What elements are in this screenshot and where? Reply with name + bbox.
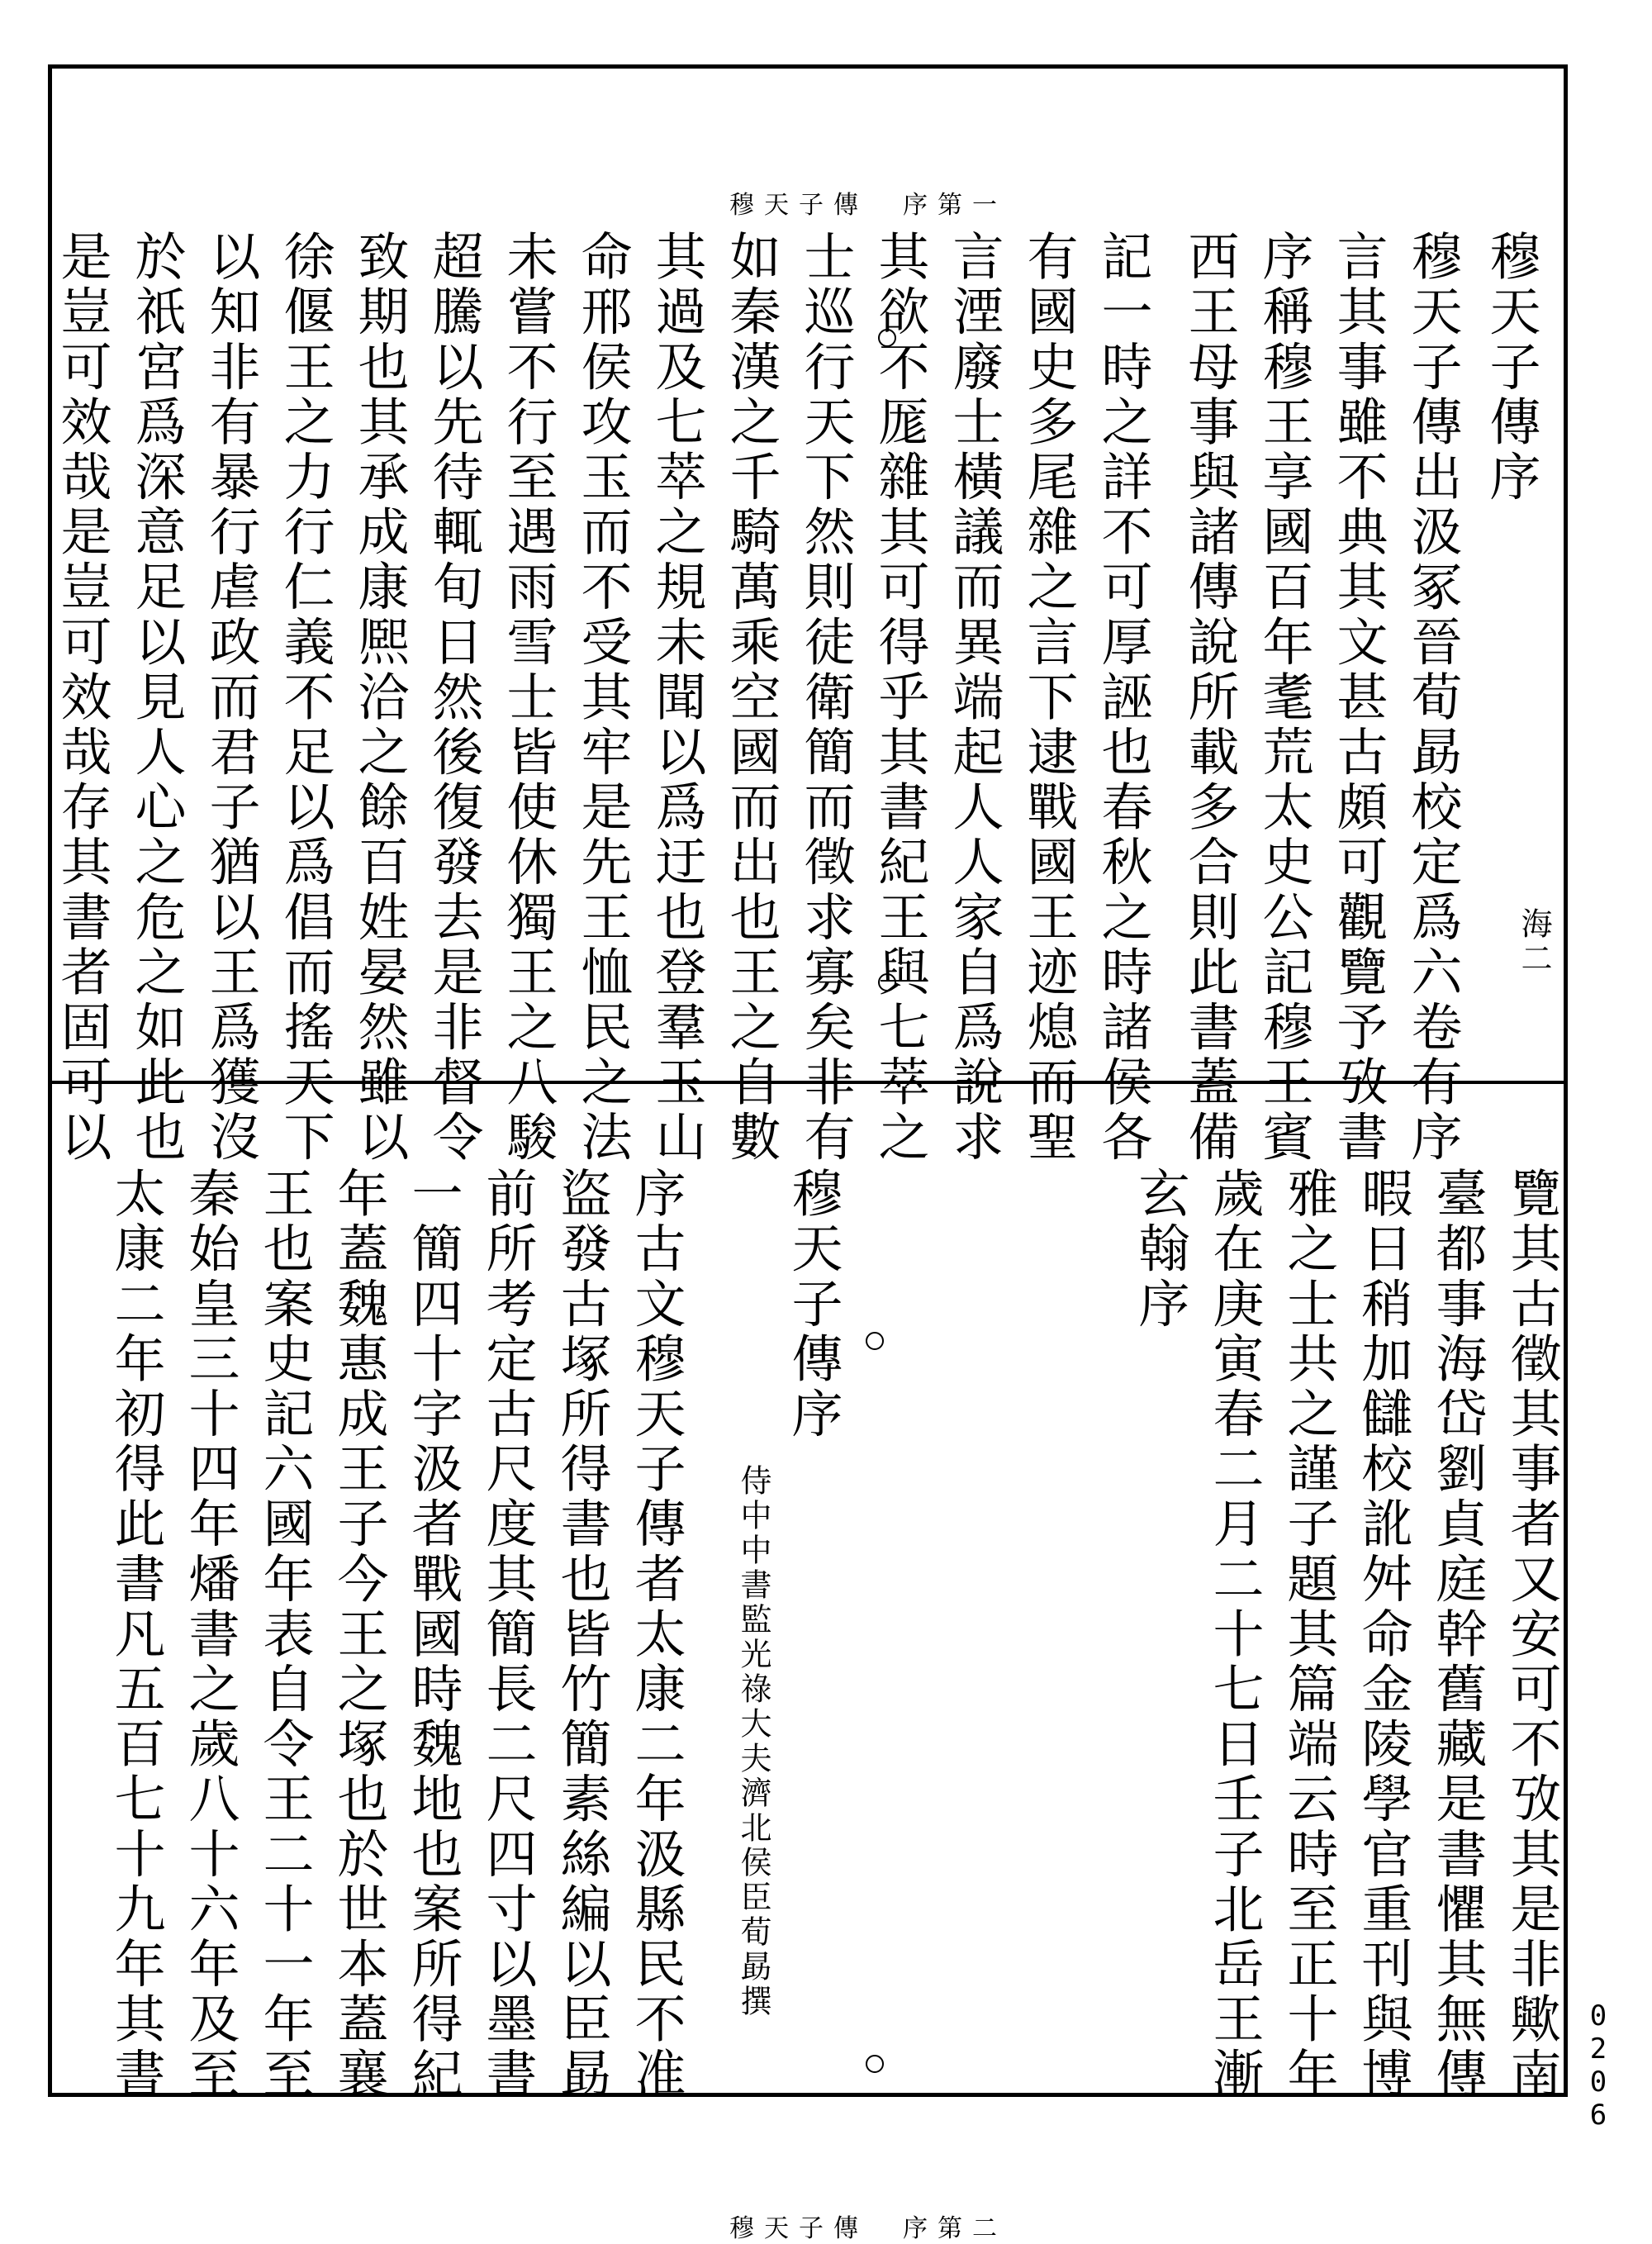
circle-mark (866, 1332, 884, 1350)
text-column: 盜發古塚所得書也皆竹簡素絲編以臣勗 (552, 1167, 612, 2103)
text-column: 是豈可效哉是豈可效哉存其書者固可以 (52, 230, 112, 1166)
side-note: 海二 (1516, 907, 1552, 977)
text-column: 命邢侯攻玉而不受其牢是先王恤民之法 (572, 230, 633, 1166)
text-column: 歲在庚寅春二月二十七日壬子北岳王漸 (1204, 1167, 1265, 2103)
text-column: 穆天子傳序 (1481, 230, 1541, 505)
text-column: 前所考定古尺度其簡長二尺四寸以墨書 (477, 1167, 538, 2103)
page-number: 0206 (1582, 1999, 1615, 2132)
author-line: 侍中中書監光祿大夫濟北侯臣荀勗撰 (735, 1464, 771, 2019)
text-column: 超騰以先待輒旬日然後復發去是非督令 (424, 230, 484, 1166)
text-column: 雅之士共之謹子題其篇端云時至正十年 (1279, 1167, 1339, 2103)
text-column: 致期也其承成康熈洽之餘百姓晏然雖以 (349, 230, 410, 1166)
text-column: 暇日稍加讎校訛舛命金陵學官重刊與博 (1353, 1167, 1413, 2103)
text-column: 序稱穆王享國百年耄荒太史公記穆王賓 (1254, 230, 1314, 1166)
text-column: 有國史多尾雜之言下逮戰國王迹熄而聖 (1018, 230, 1079, 1166)
text-column: 王也案史記六國年表自令王二十一年至 (254, 1167, 315, 2103)
text-column: 於祇宮爲深意足以見人心之危之如此也 (126, 230, 187, 1166)
circle-mark (866, 2055, 884, 2073)
text-column: 年蓋魏惠成王子今王之塚也於世本蓋襄 (329, 1167, 389, 2103)
text-column: 一簡四十字汲者戰國時魏地也案所得紀 (403, 1167, 463, 2103)
text-column: 太康二年初得此書凡五百七十九年其書 (106, 1167, 166, 2103)
bottom-header: 穆天子傳 序第二 (729, 2214, 1007, 2243)
text-column: 如秦漢之千騎萬乘空國而出也王之自數 (721, 230, 781, 1166)
text-column: 覽其古徵其事者又安可不攷其是非歟南 (1502, 1167, 1562, 2103)
text-column: 穆天子傳序 (783, 1167, 843, 1442)
text-column: 臺都事海岱劉貞庭幹舊藏是書懼其無傳 (1427, 1167, 1488, 2103)
text-column: 言湮廢士橫議而異端起人人家自爲說求 (944, 230, 1004, 1166)
text-column: 穆天子傳出汲冢晉荀勗校定爲六卷有序 (1403, 230, 1463, 1166)
top-header: 穆天子傳 序第一 (729, 191, 1007, 220)
circle-mark (878, 973, 896, 991)
text-column: 西王母事與諸傳說所載多合則此書蓋備 (1180, 230, 1240, 1166)
text-column: 玄翰序 (1130, 1167, 1190, 1332)
text-column: 序古文穆天子傳者太康二年汲縣民不准 (626, 1167, 686, 2103)
top-half (52, 69, 1564, 1166)
text-column: 記一時之詳不可厚誣也春秋之時諸侯各 (1093, 230, 1153, 1166)
page-frame (48, 64, 1568, 2243)
text-column: 以知非有暴行虐政而君子猶以王爲獲沒 (201, 230, 261, 1166)
text-column: 士巡行天下然則徒衛簡而徵求寡矣非有 (795, 230, 856, 1166)
text-column: 言其事雖不典其文甚古頗可觀覽予攷書 (1328, 230, 1389, 1166)
text-column: 徐偃王之力行仁義不足以爲倡而搖天下 (275, 230, 335, 1166)
text-column: 秦始皇三十四年燔書之歲八十六年及至 (180, 1167, 240, 2103)
text-column: 其欲不厖雜其可得乎其書紀王與七萃之 (870, 230, 930, 1166)
text-column: 未嘗不行至遇雨雪士皆使休獨王之八駿 (498, 230, 558, 1166)
text-column: 其過及七萃之規未聞以爲迂也登羣玉山 (647, 230, 707, 1166)
circle-mark (878, 329, 896, 347)
bottom-half (52, 1084, 1564, 2243)
